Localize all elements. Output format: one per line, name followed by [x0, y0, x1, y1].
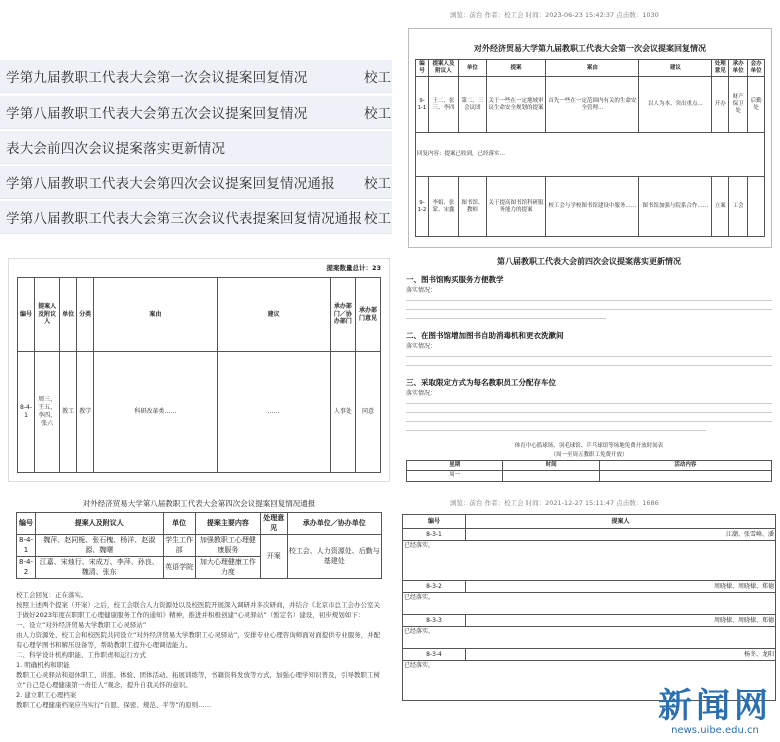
- col-header: 时间: [503, 461, 599, 471]
- table-cell: 周晓棣、周晓棣、郑德: [466, 581, 776, 593]
- col-header: 处理意见: [260, 513, 287, 535]
- reply-body: [16, 590, 382, 710]
- col-header: 案由: [94, 278, 217, 352]
- table-cell: 校工会与学校图书馆建设中服务……: [546, 177, 639, 237]
- table-cell: 8-4-2: [17, 557, 36, 579]
- col-header: 承办部门／协办部门: [330, 278, 355, 352]
- col-header: 编号: [403, 515, 466, 529]
- document-frame: [408, 28, 772, 248]
- col-header: 单位: [459, 60, 487, 77]
- col-header: 承办单位／协办单位: [287, 513, 381, 535]
- table-cell: 同意: [355, 352, 380, 473]
- table-row: [403, 529, 776, 541]
- table-cell: 工会: [729, 177, 748, 237]
- document-title: 第八届教职工代表大会前四次会议提案落实更新情况: [497, 257, 681, 266]
- proposal-reply-document-1: [398, 0, 780, 248]
- col-header: 提案: [486, 60, 546, 77]
- proposal-summary-document: [8, 258, 390, 482]
- table-cell: 周三、王五、李四、张六: [35, 352, 60, 473]
- table-cell: 魏萍、赵同栀、张石槐、杨洋、赵淑源、魏曙: [36, 535, 164, 557]
- reply-note: 已经落实，: [403, 593, 776, 615]
- col-header: 编号: [17, 513, 36, 535]
- table-cell: 9-1-2: [416, 177, 429, 237]
- table-cell: 科研改革类……: [94, 352, 217, 473]
- col-header: 活动内容: [599, 461, 771, 471]
- table-cell: [748, 177, 765, 237]
- table-cell: 9-1-1: [416, 77, 429, 133]
- list-item[interactable]: [0, 60, 392, 93]
- table-cell: 江嘉、宋烛行、宋成万、李萍、孙良、魏清、张东: [36, 557, 164, 579]
- table-cell: 开案: [260, 535, 287, 579]
- table-cell: 人事处: [330, 352, 355, 473]
- list-item-title[interactable]: 学第八届教职工代表大会第四次会议提案回复情况通报: [6, 176, 335, 192]
- col-header: 处理意见: [712, 60, 729, 77]
- table-cell: 校工会、人力资源处、后勤与基建处: [287, 535, 381, 579]
- reply-note: 已经落实，: [403, 541, 776, 581]
- section-label: 落实情况：: [406, 343, 437, 350]
- list-item[interactable]: [0, 131, 392, 164]
- table-cell: 江潮、张雪峰、潘: [466, 529, 776, 541]
- table-cell: 开办: [712, 77, 729, 133]
- table-cell: 图书馆、教师: [459, 177, 487, 237]
- table-cell: 第二、三会议团: [459, 77, 487, 133]
- schedule-table: [406, 442, 772, 482]
- col-header: 编号: [18, 278, 35, 352]
- watermark-title: 新闻网: [658, 686, 772, 726]
- col-header: 建议: [217, 278, 330, 352]
- table-cell: 8-3-1: [403, 529, 466, 541]
- table-cell: 首先一些在一定范围内有关的生命安全管理...: [546, 77, 639, 133]
- section-label: 落实情况：: [406, 287, 437, 294]
- table-cell: 8-4-1: [17, 535, 36, 557]
- reply-note: 已经落实，: [403, 627, 776, 649]
- table-row: [18, 352, 381, 473]
- col-header: 编号: [416, 60, 429, 77]
- col-header: 提案主要内容: [195, 513, 260, 535]
- col-header: 提案人及附议人: [428, 60, 458, 77]
- list-item[interactable]: [0, 96, 392, 129]
- table-cell: 关于提高图书馆科研服务能力的提案: [486, 177, 546, 237]
- paragraph: 1. 明确机构和职能: [16, 661, 70, 669]
- list-item-source: 校工: [364, 106, 391, 122]
- col-header: 承办部门意见: [355, 278, 380, 352]
- proposal-table: [17, 277, 381, 473]
- watermark-url: news.uibe.edu.cn: [671, 725, 759, 736]
- paragraph: 2. 建立职工心理档案: [16, 691, 77, 699]
- table-cell: 后勤处: [748, 77, 765, 133]
- list-item-title[interactable]: 学第九届教职工代表大会第一次会议提案回复情况: [6, 70, 308, 86]
- table-cell: 8-4-1: [18, 352, 35, 473]
- proposal-count: 提案数量总计：23: [326, 264, 381, 272]
- proposal-update-document: [398, 250, 780, 490]
- col-header: 提案人: [466, 515, 776, 529]
- list-item-source: 校工: [364, 211, 391, 227]
- table-subtitle: （周一至周五教职工免费开放）: [550, 452, 628, 459]
- list-item-title[interactable]: 学第八届教职工代表大会第五次会议提案回复情况: [6, 106, 308, 122]
- proposal-table: [16, 512, 382, 579]
- proposal-table: [415, 59, 765, 237]
- table-cell: 8-3-2: [403, 581, 466, 593]
- section-heading: 二、在图书馆增加图书自助消毒机和更衣洗漱间: [406, 331, 564, 340]
- article-meta: 浏览：前台 作者：校工会 时间：2021-12-27 15:11:47 点击数：1686: [450, 499, 659, 507]
- proposal-reply-document-4: [8, 494, 390, 742]
- list-item-title[interactable]: 表大会前四次会议提案落实更新情况: [6, 141, 226, 157]
- table-row: [416, 77, 765, 133]
- list-item-title[interactable]: 学第八届教职工代表大会第三次会议代表提案回复情况通报: [6, 211, 363, 227]
- table-row: [416, 133, 765, 177]
- paragraph: 二、科学设计机构职能、工作职责和运行方式: [16, 651, 146, 659]
- table-cell: 教学: [77, 352, 94, 473]
- table-cell: 加大心理健康工作力度: [195, 557, 260, 579]
- table-cell: 8-3-4: [403, 649, 466, 661]
- document-title: 对外经济贸易大学第九届教职工代表大会第一次会议提案回复情况: [474, 44, 706, 53]
- list-item-source: 校工: [364, 70, 391, 86]
- table-cell: 图书馆加强与院系合作……: [639, 177, 712, 237]
- table-cell: 立案: [712, 177, 729, 237]
- reply-note: 回复内容：提案已收到，已经落实…: [416, 133, 765, 177]
- table-cell: ……: [217, 352, 330, 473]
- proposal-reply-document-5: [398, 496, 780, 742]
- col-header: 分类: [77, 278, 94, 352]
- reply-note: 已经落实，: [403, 661, 776, 701]
- col-header: 星期: [407, 461, 503, 471]
- table-cell: 杨冬、龙阳: [466, 649, 776, 661]
- col-header: 单位: [163, 513, 195, 535]
- list-item-source: 校工: [364, 176, 391, 192]
- reply-heading: 校工会回复：正在落实。: [16, 591, 88, 599]
- table-cell: 周晓棣、周晓棣、郑德: [466, 615, 776, 627]
- table-cell: 8-3-3: [403, 615, 466, 627]
- section-heading: 一、图书馆购买服务方便教学: [406, 275, 504, 284]
- list-item[interactable]: [0, 201, 392, 234]
- paragraph: 按照上述两个提案（开案）之后，校工会联合人力资源处以及校医院开展深入调研并多次研商，并结合《北京市总工会办公室关于做好2023年度在职职工心理健康服务工作的通知》精神，推进并积极创建“心灵驿站”（暂定名）建设，初步规划如下：: [16, 601, 380, 619]
- table-cell: 学生工作部: [163, 535, 195, 557]
- table-cell: 财产保卫处: [729, 77, 748, 133]
- table-cell: 李娟、张蒙、宋鑫: [428, 177, 458, 237]
- paragraph: 教职工心理健康档案应当实行“自愿、保密、规范、平等”的原则……: [16, 701, 212, 709]
- proposal-table: [402, 514, 776, 701]
- table-cell: 教工: [60, 352, 77, 473]
- table-row: [17, 535, 382, 557]
- paragraph: 由人力资源处、校工会和校医院共同设立“对外经济贸易大学教职工心灵驿站”，安排专业心理咨询师面对面提供专业服务，并配有心理学图书和解压设备等，帮助教职工提升心理调适能力。: [16, 631, 381, 649]
- paragraph: 一、设立“对外经济贸易大学教职工心灵驿站”: [16, 621, 147, 629]
- paragraph: 教职工心灵驿站和退休职工、讲座、体验、团体活动、拓展训练等，书籍资料发放等方式，加强心理学知识普及，引导教职工树立“自己是心理健康第一责任人”观念，提升自我关怀的意识。: [16, 671, 380, 689]
- table-row: [416, 177, 765, 237]
- col-header: 提案人及附议人: [35, 278, 60, 352]
- table-cell: 以人为本、突出重点...: [639, 77, 712, 133]
- col-header: 承办单位: [729, 60, 748, 77]
- announcement-list: [0, 0, 392, 248]
- article-meta: 浏览：前台 作者：校工会 时间：2023-06-23 15:42:37 点击数：1030: [450, 11, 659, 19]
- news-watermark-logo: [658, 687, 772, 736]
- section-heading: 三、采取限定方式为每名教职员工分配存车位: [406, 378, 556, 387]
- section-label: 落实情况：: [406, 390, 437, 397]
- table-row: [403, 581, 776, 593]
- table-title: 体育中心篮球场、羽毛球馆、乒乓球馆等场地免费开放时间表: [514, 443, 664, 449]
- col-header: 建议: [639, 60, 712, 77]
- col-header: 会办单位: [748, 60, 765, 77]
- document-title: 对外经济贸易大学第八届教职工代表大会第四次会议提案回复情况通报: [82, 499, 316, 508]
- col-header: 单位: [60, 278, 77, 352]
- table-cell: 王二、张三、李四: [428, 77, 458, 133]
- col-header: 提案人及附议人: [36, 513, 164, 535]
- table-cell: 关于一些在一定地域审议生命安全规划的提案: [486, 77, 546, 133]
- table-cell: 英语学院: [163, 557, 195, 579]
- table-cell: 周一: [407, 471, 503, 481]
- table-row: [403, 649, 776, 661]
- table-row: [403, 615, 776, 627]
- col-header: 案由: [546, 60, 639, 77]
- list-item[interactable]: [0, 166, 392, 199]
- table-cell: 加强教职工心理健康服务: [195, 535, 260, 557]
